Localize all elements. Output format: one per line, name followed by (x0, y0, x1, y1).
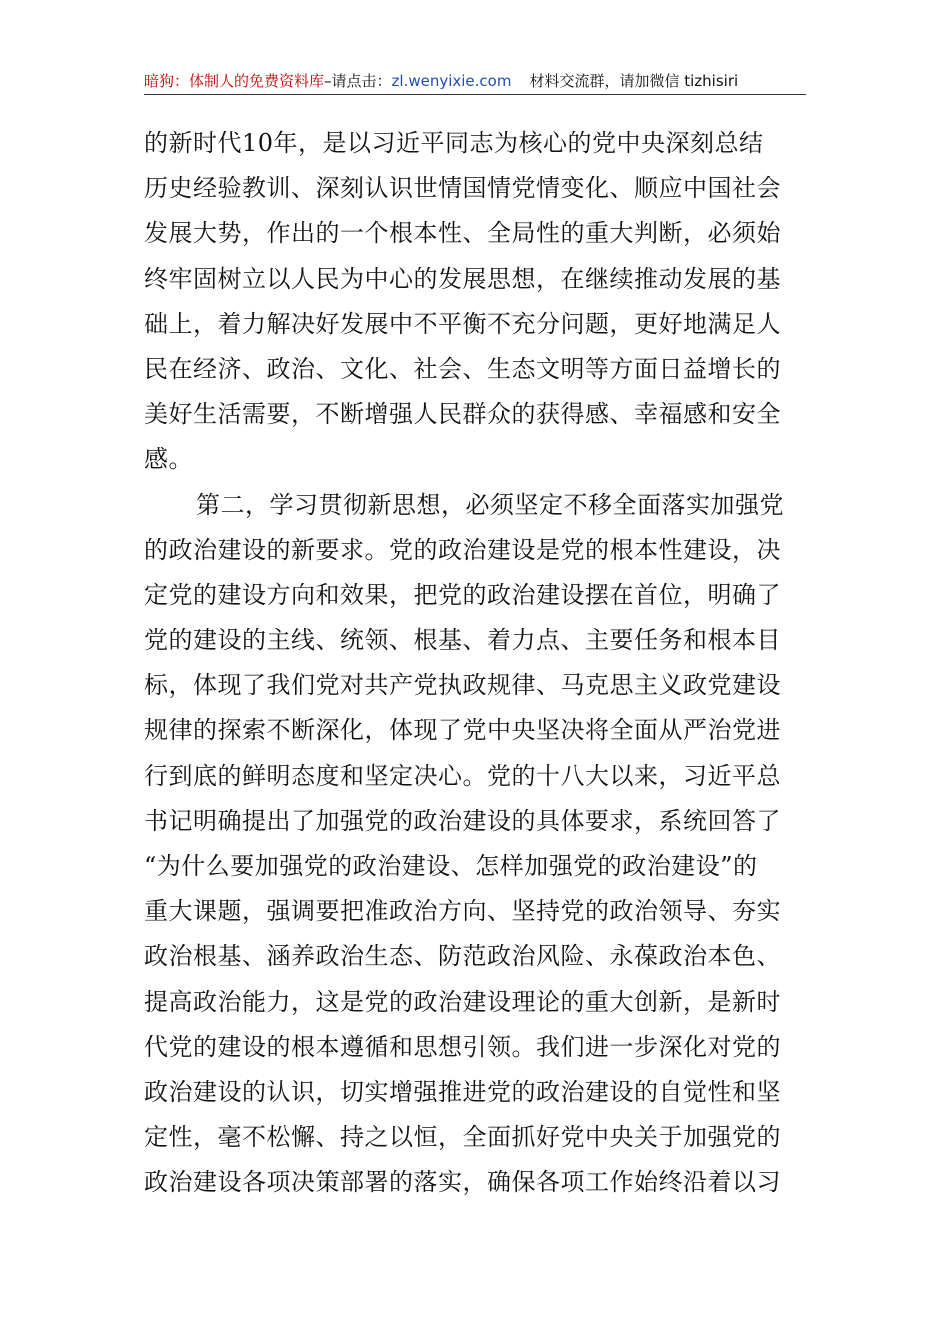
text-line: 民在经济、政治、文化、社会、生态文明等方面日益增长的 (144, 354, 781, 383)
text-line: 政治根基、涵养政治生态、防范政治风险、永葆政治本色、 (144, 942, 781, 971)
header-wechat-note: 材料交流群，请加微信 tizhisiri (529, 72, 739, 90)
text-line: 规律的探索不断深化，体现了党中央坚决将全面从严治党进 (144, 716, 781, 745)
text-line: 定性，毫不松懈、持之以恒，全面抓好党中央关于加强党的 (144, 1123, 781, 1152)
text-line: 政治建设各项决策部署的落实，确保各项工作始终沿着以习 (144, 1168, 781, 1197)
text-line: 重大课题，强调要把准政治方向、坚持党的政治领导、夯实 (144, 897, 781, 926)
text-line: 标，体现了我们党对共产党执政规律、马克思主义政党建设 (144, 671, 781, 700)
text-line: 发展大势，作出的一个根本性、全局性的重大判断，必须始 (144, 219, 781, 248)
text-line: 定党的建设方向和效果，把党的政治建设摆在首位，明确了 (144, 580, 781, 609)
body-text (144, 121, 808, 1206)
text-line: 终牢固树立以人民为中心的发展思想，在继续推动发展的基 (144, 264, 781, 293)
text-line: 础上，着力解决好发展中不平衡不充分问题，更好地满足人 (144, 309, 781, 338)
text-line: 代党的建设的根本遵循和思想引领。我们进一步深化对党的 (144, 1032, 781, 1061)
page-header (144, 70, 806, 95)
text-line: 书记明确提出了加强党的政治建设的具体要求，系统回答了 (144, 806, 781, 835)
header-link[interactable]: zl.wenyixie.com (391, 72, 512, 90)
text-line: 的新时代10年，是以习近平同志为核心的党中央深刻总结 (144, 129, 764, 157)
text-line: 历史经验教训、深刻认识世情国情党情变化、顺应中国社会 (144, 174, 781, 203)
text-line: 的政治建设的新要求。党的政治建设是党的根本性建设，决 (144, 535, 781, 564)
text-line: 感。 (144, 445, 193, 474)
text-line: 政治建设的认识，切实增强推进党的政治建设的自觉性和坚 (144, 1077, 781, 1106)
text-line: 党的建设的主线、统领、根基、着力点、主要任务和根本目 (144, 626, 781, 655)
paragraph-start-line: 第二，学习贯彻新思想，必须坚定不移全面落实加强党 (196, 490, 784, 519)
header-brand: 暗狗：体制人的免费资料库 (144, 72, 325, 90)
text-line: 提高政治能力，这是党的政治建设理论的重大创新，是新时 (144, 987, 781, 1016)
text-line: 行到底的鲜明态度和坚定决心。党的十八大以来，习近平总 (144, 761, 781, 790)
text-line: 美好生活需要，不断增强人民群众的获得感、幸福感和安全 (144, 400, 781, 429)
text-line: “为什么要加强党的政治建设、怎样加强党的政治建设”的 (144, 852, 758, 880)
header-prompt: –请点击： (324, 72, 392, 90)
